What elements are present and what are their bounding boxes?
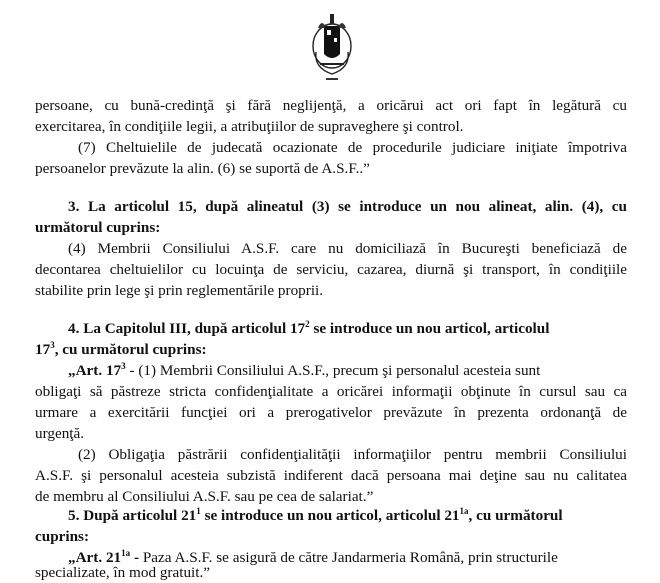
text-line: stabilite prin lege şi prin reglementările proprii.: [35, 282, 324, 299]
article-text: (1) Membrii Consiliului A.S.F., precum şi personalul acesteia sunt: [138, 362, 541, 379]
text-line: (4) Membrii Consiliului A.S.F. care nu domiciliază în Bucureşti beneficiază de: [68, 240, 627, 257]
text-line: A.S.F. şi personalul acesteia subzistă indiferent dacă persoana mai deţine sau nu calitatea: [35, 467, 627, 484]
section-heading: următorul cuprins:: [35, 219, 161, 236]
dash: -: [125, 362, 139, 379]
heading-text: , cu următorul: [468, 507, 563, 524]
section-heading: cuprins:: [35, 528, 90, 545]
text-line: urmare a exercitării funcţiei ori a prerogativelor prevăzute în prezenta ordonanţă de: [35, 404, 627, 421]
article-label: „Art. 17: [68, 362, 122, 379]
superscript: 2: [305, 319, 310, 329]
superscript: 1a: [459, 506, 469, 516]
text-line: exercitarea, în condiţiile legii, a atribuţiilor de supraveghere şi control.: [35, 118, 464, 135]
text-line: obligaţi să păstreze stricta confidenţialitate a oricărei informaţii obţinute în cursul sau ca: [35, 383, 627, 400]
text-line: specializate, în mod gratuit.”: [35, 564, 211, 581]
text-line: persoane, cu bună-credinţă şi fără neglijenţă, a oricărui act ori fapt în legătură cu: [35, 97, 627, 114]
text-line: persoanelor prevăzute la alin. (6) se suportă de A.S.F..”: [35, 160, 370, 177]
text-line: de membru al Consiliului A.S.F. sau pe cea de salariat.”: [35, 488, 374, 505]
superscript: 1a: [121, 548, 131, 558]
section-heading: [35, 339, 627, 360]
text-line: (2) Obligaţia păstrării confidenţialităţii informaţiilor pentru membrii Consiliului: [78, 446, 627, 463]
text-line: (7) Cheltuielile de judecată ocazionate de procedurile judiciare iniţiate împotriva: [78, 139, 627, 156]
superscript: 3: [50, 340, 55, 350]
article-text: Paza A.S.F. se asigură de către Jandarmeria Română, prin structurile: [142, 549, 558, 566]
coat-of-arms-emblem: [310, 4, 354, 88]
section-heading: [68, 505, 627, 526]
article-label: „Art. 21: [68, 549, 122, 566]
superscript: 1: [196, 506, 201, 516]
heading-text: 4. La Capitolul III, după articolul 17: [68, 320, 306, 337]
superscript: 3: [121, 361, 126, 371]
text-line: urgenţă.: [35, 425, 85, 442]
heading-text: se introduce un nou articol, articolul 21: [200, 507, 460, 524]
heading-text: , cu următorul cuprins:: [54, 341, 207, 358]
text-line: decontarea cheltuielilor cu locuinţa de serviciu, cazarea, diurnă şi transport, în condiţiile: [35, 261, 627, 278]
heading-text: se introduce un nou articol, articolul: [309, 320, 550, 337]
section-heading: 3. La articolul 15, după alineatul (3) se introduce un nou alineat, alin. (4), cu: [68, 198, 627, 215]
dash: -: [130, 549, 143, 566]
section-heading: [68, 318, 627, 339]
heading-text: 17: [35, 341, 51, 358]
text-line: [68, 360, 627, 381]
heading-text: 5. După articolul 21: [68, 507, 197, 524]
